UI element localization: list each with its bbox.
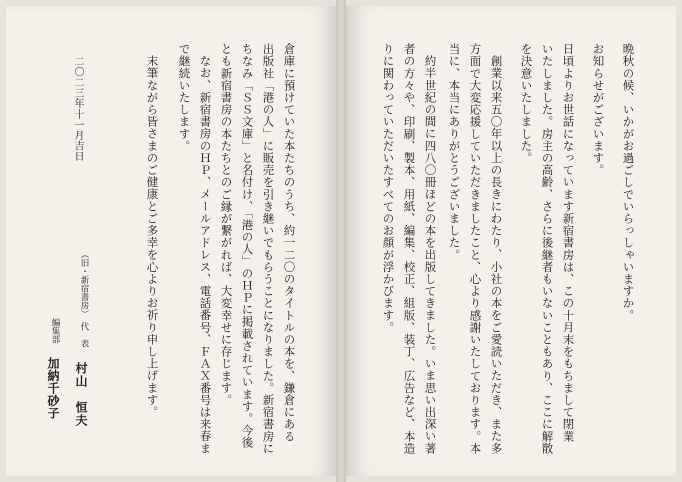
signature-name-representative: 村山 恒夫 — [74, 362, 88, 427]
signature-name-editorial: 加納千砂子 — [46, 357, 60, 420]
signature-org: （旧・新宿書房） — [79, 250, 89, 318]
body-line: 当に、本当にありがとうございました。 — [447, 43, 462, 261]
body-line: 者の方々や、印刷、製本、用紙、編集、校正、組版、装丁、広告など、本造 — [402, 43, 417, 455]
body-line: 約半世紀の間に四八〇冊ほどの本を出版してきました。いま思い出深い著 — [423, 55, 438, 455]
closing-line: 末筆ながら皆さまのご健康とご多幸を心よりお祈り申し上げます。 — [145, 55, 160, 418]
body-line: いたしました。房主の高齢、さらに後継者もいないこともあり、ここに解散 — [540, 43, 555, 455]
book-gutter — [336, 0, 346, 482]
body-line: 倉庫に預けていた本たちのうち、約一二〇のタイトルの本を、鎌倉にある — [282, 43, 297, 443]
date: 二〇二三年十一月吉日 — [72, 56, 83, 162]
body-line: 創業以来五〇年以上の長きにわたり、小社の本をご愛読いただき、また多 — [489, 55, 504, 455]
notice-line: お知らせがございます。 — [591, 43, 606, 177]
body-line: なお、新宿書房のＨＰ、メールアドレス、電話番号、ＦＡＸ番号は来春ま — [198, 55, 213, 455]
body-line: 方面で大変応援していただきましたこと、心より感謝いたしております。本 — [468, 43, 483, 455]
body-line: 出版社「港の人」に販売を引き継いでもらうことになりました。新宿書房に — [261, 43, 276, 455]
signature-role-editorial: 編集部 — [50, 318, 60, 344]
body-line: ちなみ「ＳＳ文庫」と名付け、「港の人」のＨＰに掲載されています。今後 — [240, 43, 255, 449]
body-line: とも新宿書房の本たちとのご縁が繋がれば、大変幸せに存じます。 — [219, 43, 234, 406]
body-line: りに関わっていただいたすべてのお顔が浮かびます。 — [381, 43, 396, 334]
signature-role-representative: 代 表 — [79, 322, 89, 348]
body-line: で継続いたします。 — [177, 43, 192, 152]
body-line: 日頃よりお世話になっています新宿書房は、この十月末をもちまして閉業 — [561, 43, 576, 443]
body-line: を決意いたしました。 — [519, 43, 534, 164]
greeting-line: 晩秋の候、いかがお過ごしでいらっしゃいますか。 — [621, 43, 636, 322]
